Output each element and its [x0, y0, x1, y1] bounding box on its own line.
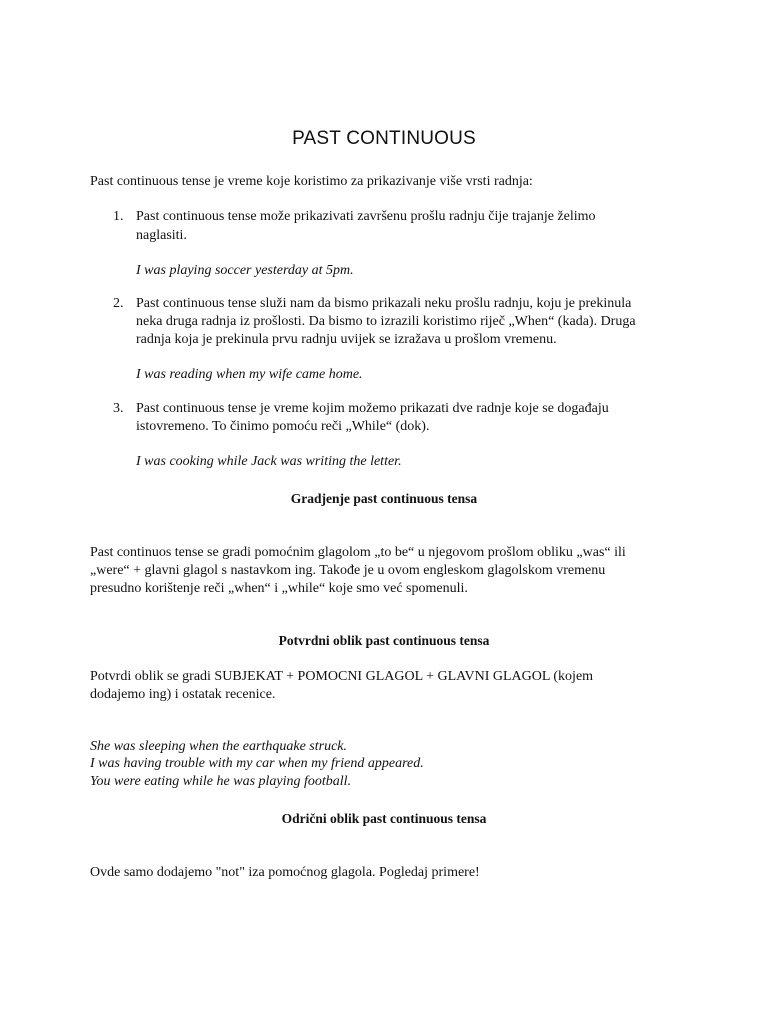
list-item-text: Past continuous tense služi nam da bismo prikazali neku prošlu radnju, koju je prekinula [136, 296, 632, 311]
section-heading: Gradjenje past continuous tensa [290, 491, 478, 506]
page-title: PAST CONTINUOUS [292, 128, 476, 149]
section-heading: Odrični oblik past continuous tensa [281, 811, 487, 826]
intro-paragraph: Past continuous tense je vreme koje koristimo za prikazivanje više vrsti radnja: [90, 174, 533, 189]
list-item-text: naglasiti. [136, 228, 187, 243]
list-item-text: Past continuous tense može prikazivati završenu prošlu radnju čije trajanje želimo [136, 209, 596, 224]
paragraph-line: „were“ + glavni glagol s nastavkom ing. Takođe je u ovom engleskom glagolskom vremenu [90, 563, 606, 578]
paragraph-line: Ovde samo dodajemo "not" iza pomoćnog glagola. Pogledaj primere! [90, 865, 480, 880]
list-item-number: 2. [113, 296, 124, 311]
example-sentence: She was sleeping when the earthquake struck. [90, 739, 348, 754]
list-item-text: Past continuous tense je vreme kojim možemo prikazati dve radnje koje se događaju [136, 401, 609, 416]
paragraph-line: dodajemo ing) i ostatak recenice. [90, 687, 276, 702]
section-heading: Potvrdni oblik past continuous tensa [278, 633, 490, 648]
list-item-text: istovremeno. To činimo pomoću reči „While“ (dok). [136, 419, 430, 434]
list-item-text: neka druga radnja iz prošlosti. Da bismo to izrazili koristimo riječ „When“ (kada). Druga [136, 314, 636, 329]
list-item-text: radnja koja je prekinula prvu radnju uvijek se izražava u prošlom vremenu. [136, 332, 557, 347]
example-sentence: I was cooking while Jack was writing the letter. [136, 454, 402, 469]
paragraph-line: Past continuos tense se gradi pomoćnim glagolom „to be“ u njegovom prošlom obliku „was“ ili [90, 545, 626, 560]
example-sentence: I was having trouble with my car when my friend appeared. [90, 756, 424, 771]
list-item-number: 1. [113, 209, 124, 224]
example-sentence: I was playing soccer yesterday at 5pm. [136, 263, 354, 278]
list-item-number: 3. [113, 401, 124, 416]
paragraph-line: presudno korištenje reči „when“ i „while“ koje smo već spomenuli. [90, 581, 468, 596]
example-sentence: You were eating while he was playing football. [90, 774, 352, 789]
paragraph-line: Potvrdi oblik se gradi SUBJEKAT + POMOCNI GLAGOL + GLAVNI GLAGOL (kojem [90, 669, 594, 684]
example-sentence: I was reading when my wife came home. [136, 367, 363, 382]
